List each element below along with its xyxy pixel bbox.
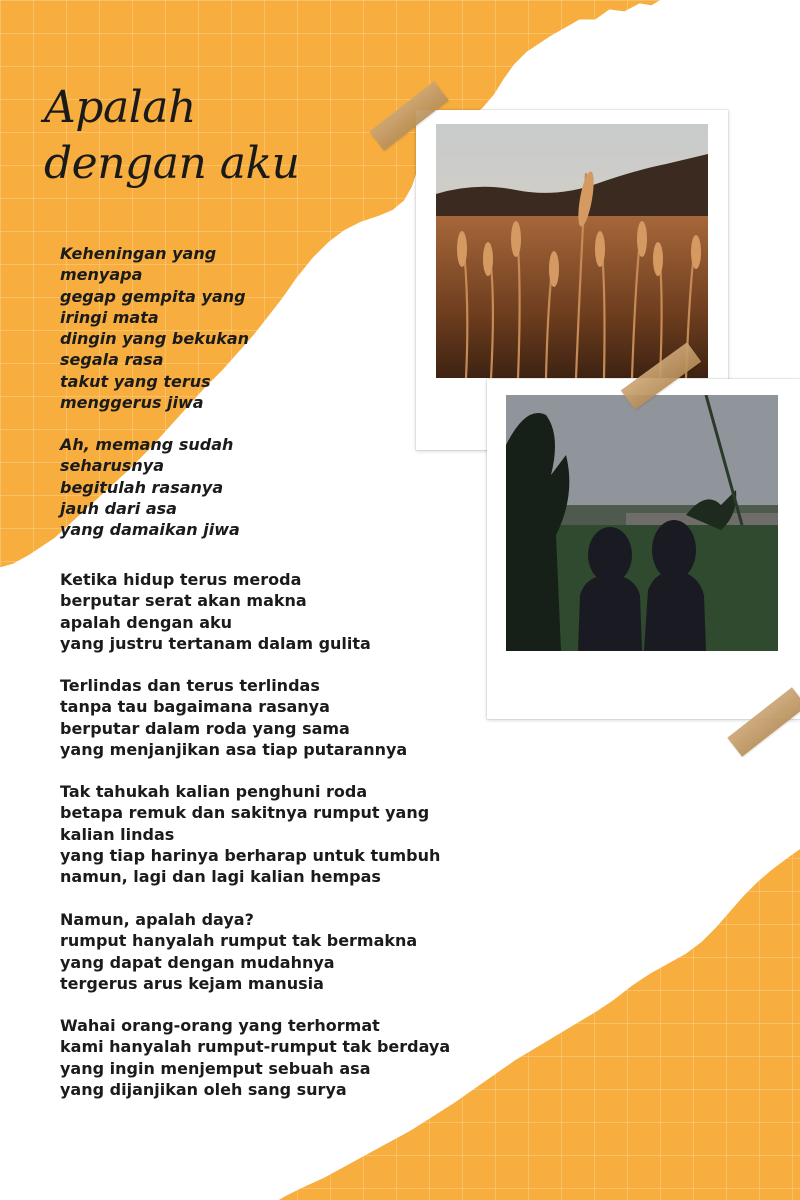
poem-line: yang ingin menjemput sebuah asa	[60, 1058, 371, 1078]
title-line-2: dengan aku	[44, 138, 300, 189]
poem-line: Ketika hidup terus meroda	[60, 570, 302, 589]
stanza-2	[60, 434, 240, 540]
stanza-7	[60, 1015, 450, 1100]
poem-line: menggerus jiwa	[60, 393, 204, 413]
poem-line: jauh dari asa	[60, 498, 177, 518]
poem-line: Terlindas dan terus terlindas	[60, 676, 320, 695]
poem-line: yang dapat dengan mudahnya	[60, 952, 335, 972]
poem-line: menyapa	[60, 265, 143, 285]
polaroid-two-figures	[487, 379, 800, 719]
poem-line: seharusnya	[60, 456, 164, 476]
poem-line: berputar dalam roda yang sama	[60, 718, 350, 738]
poem-line: takut yang terus	[60, 371, 211, 391]
poem-line: yang damaikan jiwa	[60, 520, 240, 540]
poem-line: kami hanyalah rumput-rumput tak berdaya	[60, 1037, 451, 1057]
stanza-1	[60, 243, 249, 413]
poem-line: Wahai orang-orang yang terhormat	[60, 1016, 380, 1035]
poem-line: berputar serat akan makna	[60, 591, 307, 611]
poem-line: Keheningan yang	[60, 244, 217, 263]
poem-line: yang tiap harinya berharap untuk tumbuh	[60, 845, 441, 865]
poem-line: gegap gempita yang	[60, 286, 246, 306]
poem-title	[44, 80, 300, 192]
poem-line: betapa remuk dan sakitnya rumput yang	[60, 803, 430, 823]
poem-line: Namun, apalah daya?	[60, 910, 254, 929]
poem-line: Ah, memang sudah	[60, 435, 234, 454]
poem-line: apalah dengan aku	[60, 612, 233, 632]
poem-line: begitulah rasanya	[60, 477, 224, 497]
poem-line: yang menjanjikan asa tiap putarannya	[60, 739, 408, 759]
poem-line: tanpa tau bagaimana rasanya	[60, 697, 330, 717]
wheat-field-photo	[436, 124, 708, 378]
poem-line: iringi mata	[60, 307, 159, 327]
poem-line: Tak tahukah kalian penghuni roda	[60, 782, 368, 801]
stanza-4	[60, 675, 407, 760]
poem-line: rumput hanyalah rumput tak bermakna	[60, 931, 418, 951]
poem-line: yang dijanjikan oleh sang surya	[60, 1079, 347, 1099]
poem-line: tergerus arus kejam manusia	[60, 973, 324, 993]
poem-line: kalian lindas	[60, 824, 175, 844]
poem-line: segala rasa	[60, 350, 164, 370]
stanza-3	[60, 569, 371, 654]
stanza-5	[60, 781, 440, 887]
poem-line: yang justru tertanam dalam gulita	[60, 633, 371, 653]
title-line-1: Apalah	[44, 82, 196, 133]
poem-line: namun, lagi dan lagi kalian hempas	[60, 867, 381, 887]
two-figures-photo	[506, 395, 778, 651]
poem-line: dingin yang bekukan	[60, 329, 250, 349]
stanza-6	[60, 909, 417, 994]
